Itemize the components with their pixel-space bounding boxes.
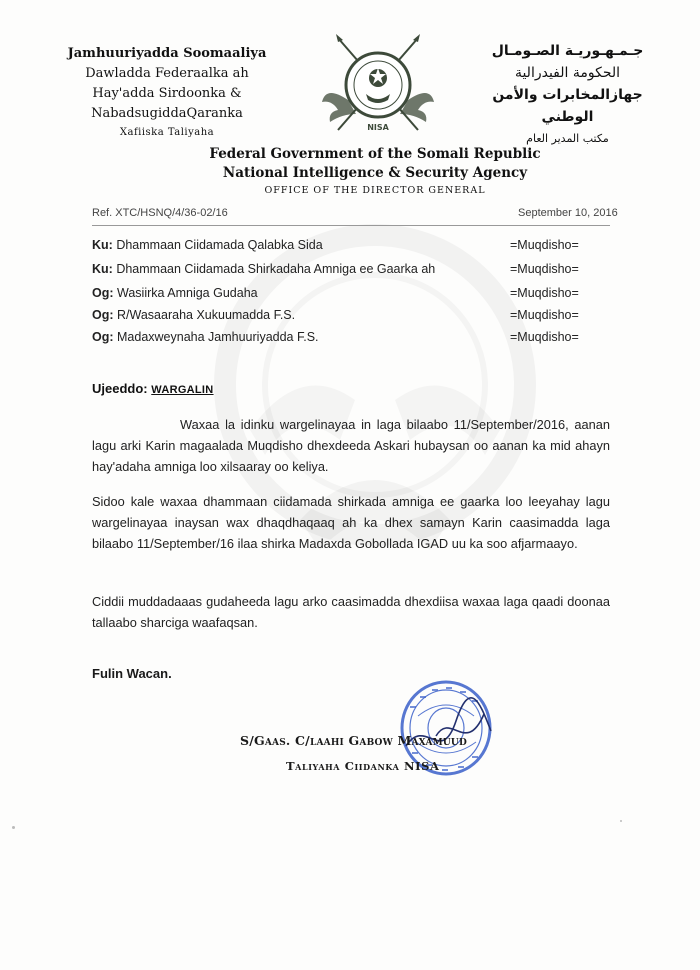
header-arabic-line3: جهازالمخابرات والأمن الوطني — [492, 87, 643, 125]
header-somali-line1: Jamhuuriyadda Soomaaliya — [67, 46, 267, 61]
addressee-row — [92, 262, 612, 276]
header-arabic-office: مكتب المدير العام — [526, 132, 609, 145]
scan-speck — [12, 826, 15, 829]
body-paragraph: Ciddii muddadaaas gudaheeda lagu arko caasimadda dhexdiisa waxaa laga qaadi doonaa tallaabo sharciga waafaqsan. — [92, 594, 610, 630]
subject-value: WARGALIN — [151, 384, 214, 396]
header-somali-office: Xafiiska Taliyaha — [119, 127, 215, 138]
header-arabic-line2: الحكومة الفيدرالية — [514, 65, 621, 81]
header-english-line2: National Intelligence & Security Agency — [222, 165, 528, 181]
addressee-text: R/Wasaaraha Xukuumadda F.S. — [117, 308, 296, 322]
body-paragraph: Waxaa la idinku wargelinayaa in laga bilaabo 11/September/2016, aanan lagu arki Karin magaalada Muqdisho dhexdeeda Askari hubaysan oo aanan ka mid ahayn hay'adaha amniga loo xilsaaray oo keliya. — [92, 417, 610, 474]
header-somali — [62, 44, 272, 142]
addressee-row — [92, 238, 612, 252]
signatory-name: S/Gaas. C/laahi Gabow Maxamuud — [240, 733, 467, 748]
addressee-location: =Muqdisho= — [510, 286, 579, 300]
addressee-location: =Muqdisho= — [510, 330, 579, 344]
addressee-key: Og: — [92, 308, 114, 322]
scan-speck — [620, 820, 622, 822]
addressee-text: Dhammaan Ciidamada Qalabka Sida — [116, 238, 323, 252]
body-paragraph: Sidoo kale waxaa dhammaan ciidamada shirkada amniga ee gaarka loo leeyahay lagu wargelinayaa inaysan wax dhaqdhaqaaq ah ka dhex samayn Karin caasimadda laga bilaabo 11/September/16 ilaa shirka Madaxda Gobollada IGAD uu ka soo afjarmaayo. — [92, 494, 610, 551]
header-somali-line4: NabadsugiddaQaranka — [91, 106, 243, 121]
signatory-title: Taliyaha Ciidanka NISA — [286, 759, 440, 773]
header-arabic — [480, 40, 655, 150]
addressee-key: Og: — [92, 330, 114, 344]
header-english-line1: Federal Government of the Somali Republic — [209, 146, 541, 162]
closing-phrase: Fulin Wacan. — [92, 666, 172, 681]
subject-label: Ujeeddo: — [92, 381, 148, 396]
addressee-row — [92, 308, 612, 322]
header-divider — [92, 225, 610, 226]
nisa-emblem-icon — [318, 30, 438, 140]
header-english — [180, 145, 570, 199]
reference-number: Ref. XTC/HSNQ/4/36-02/16 — [92, 207, 228, 219]
addressee-key: Ku: — [92, 262, 113, 276]
emblem-label: NISA — [367, 123, 389, 132]
addressee-key: Ku: — [92, 238, 113, 252]
header-somali-line3: Hay'adda Sirdoonka & — [92, 86, 242, 101]
addressee-key: Og: — [92, 286, 114, 300]
addressee-location: =Muqdisho= — [510, 262, 579, 276]
letter-date: September 10, 2016 — [518, 207, 618, 219]
header-arabic-line1: جـمـهـوريـة الصـومـال — [491, 43, 644, 59]
addressee-location: =Muqdisho= — [510, 308, 579, 322]
addressee-row — [92, 330, 612, 344]
addressee-text: Dhammaan Ciidamada Shirkadaha Amniga ee Gaarka ah — [116, 262, 436, 276]
header-somali-line2: Dawladda Federaalka ah — [85, 66, 249, 81]
addressee-text: Wasiirka Amniga Gudaha — [117, 286, 258, 300]
addressee-location: =Muqdisho= — [510, 238, 579, 252]
addressee-text: Madaxweynaha Jamhuuriyadda F.S. — [117, 330, 319, 344]
addressee-row — [92, 286, 612, 300]
subject-line — [92, 381, 214, 396]
header-english-office: OFFICE OF THE DIRECTOR GENERAL — [264, 185, 486, 196]
